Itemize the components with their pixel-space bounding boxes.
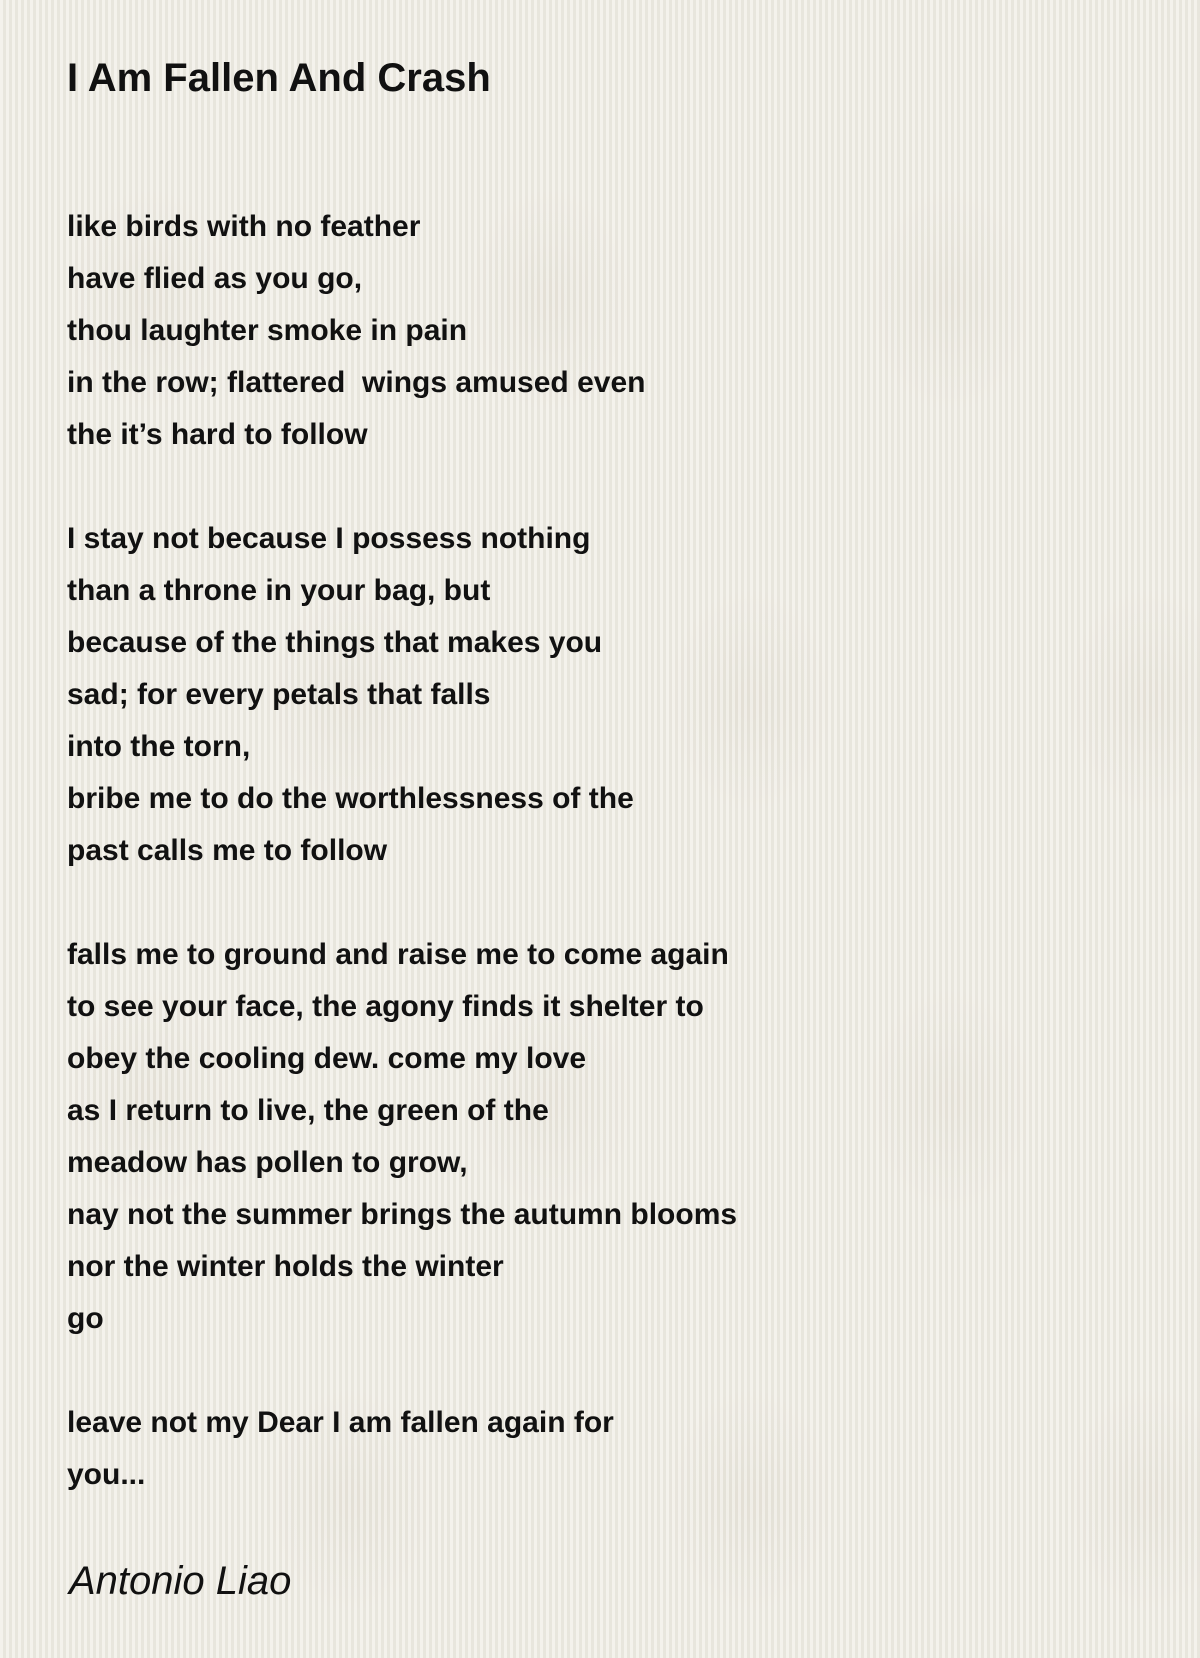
- poem-line: leave not my Dear I am fallen again for: [67, 1406, 614, 1439]
- poem-line: as I return to live, the green of the: [67, 1094, 549, 1127]
- poem-line: than a throne in your bag, but: [67, 574, 491, 607]
- poem-line: like birds with no feather: [67, 210, 421, 243]
- poem-body: [67, 201, 1127, 1501]
- poem-line: thou laughter smoke in pain: [67, 314, 468, 347]
- poem-line: into the torn,: [67, 730, 251, 763]
- poem-line: in the row; flattered wings amused even: [67, 366, 646, 399]
- poem-line: to see your face, the agony finds it shelter to: [67, 990, 704, 1023]
- poem-line: because of the things that makes you: [67, 626, 603, 659]
- poem-line: you...: [67, 1458, 146, 1491]
- stanza: [67, 929, 1127, 1345]
- poem-line: I stay not because I possess nothing: [67, 522, 591, 555]
- poem-line: the it’s hard to follow: [67, 418, 368, 451]
- poem-line: nor the winter holds the winter: [67, 1250, 504, 1283]
- poem-line: bribe me to do the worthlessness of the: [67, 782, 634, 815]
- poem-title: I Am Fallen And Crash: [67, 56, 491, 100]
- stanza: [67, 513, 1127, 877]
- poem-page: [67, 50, 1127, 1553]
- poem-line: meadow has pollen to grow,: [67, 1146, 468, 1179]
- poem-line: past calls me to follow: [67, 834, 388, 867]
- poem-author: Antonio Liao: [69, 1559, 292, 1603]
- poem-line: have flied as you go,: [67, 262, 363, 295]
- stanza: [67, 1397, 1127, 1501]
- poem-line: obey the cooling dew. come my love: [67, 1042, 587, 1075]
- poem-line: go: [67, 1302, 104, 1335]
- poem-line: falls me to ground and raise me to come again: [67, 938, 729, 971]
- poem-line: sad; for every petals that falls: [67, 678, 491, 711]
- poem-line: nay not the summer brings the autumn blooms: [67, 1198, 738, 1231]
- stanza: [67, 201, 1127, 461]
